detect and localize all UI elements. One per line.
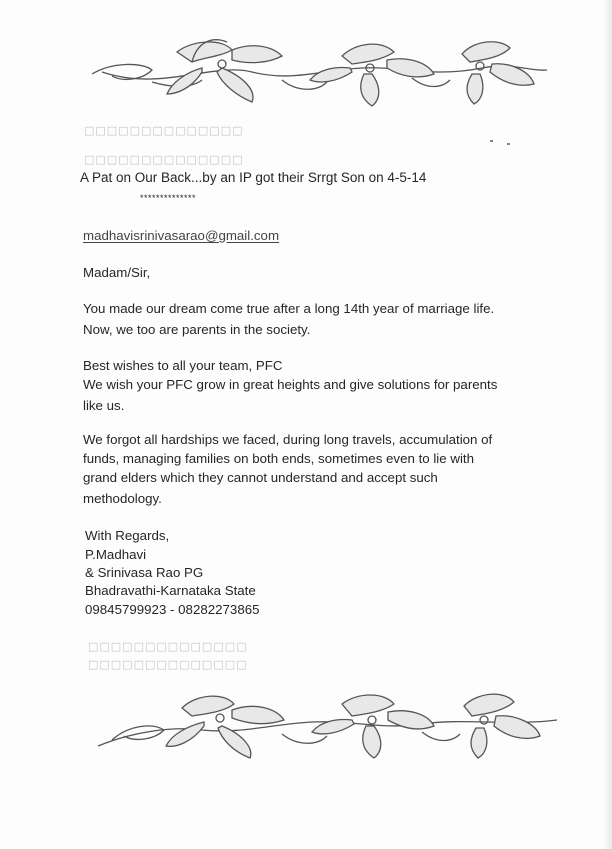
garbled-text-line: □□□□□□□□□□□□□□ [88,640,248,653]
garbled-text-line: □□□□□□□□□□□□□□ [88,658,248,671]
paragraph-line: You made our dream come true after a long 14th year of marriage life. [83,301,495,316]
floral-vine-ornament-icon [82,32,552,108]
scan-speck [490,140,493,142]
garbled-text-line: □□□□□□□□□□□□□□ [84,153,244,166]
paragraph-line: Best wishes to all your team, PFC [83,358,283,373]
letter-title: A Pat on Our Back...by an IP got their Srrgt Son on 4-5-14 [80,170,427,185]
scan-speck [507,143,510,145]
email-address[interactable]: madhavisrinivasarao@gmail.com [83,228,280,243]
garbled-text-line: □□□□□□□□□□□□□□ [84,124,244,137]
signature-name: P.Madhavi [85,547,147,562]
scan-edge [602,0,612,849]
signature-place: Bhadravathi-Karnataka State [85,583,256,598]
signature-phones: 09845799923 - 08282273865 [85,602,260,617]
paragraph-line: We wish your PFC grow in great heights and give solutions for parents [83,377,498,392]
paragraph-line: methodology. [83,491,162,506]
paragraph-line: We forgot all hardships we faced, during long travels, accumulation of [83,432,493,447]
floral-vine-ornament-icon [92,686,562,762]
signature-name: & Srinivasa Rao PG [85,565,204,580]
paragraph-line: grand elders which they cannot understand and accept such [83,470,438,485]
paragraph-line: Now, we too are parents in the society. [83,322,311,337]
salutation: Madam/Sir, [83,265,151,280]
title-underline-stars: ************** [140,193,197,203]
signature-closing: With Regards, [85,528,170,543]
paragraph-line: funds, managing families on both ends, sometimes even to lie with [83,451,474,466]
paragraph-line: like us. [83,398,125,413]
